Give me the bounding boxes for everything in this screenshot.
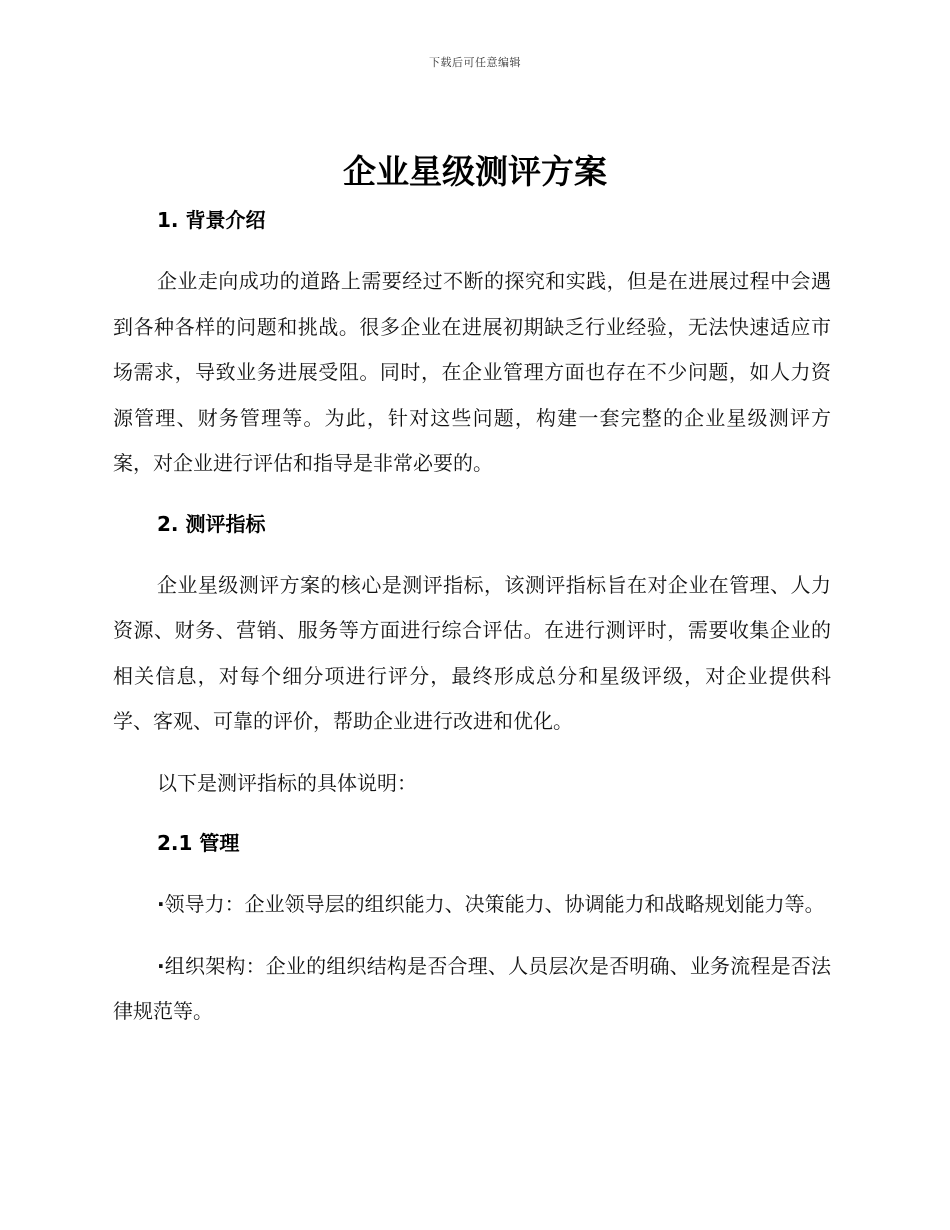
- page-header-note: 下载后可任意编辑: [429, 56, 521, 69]
- bullet-dot: ·: [157, 892, 165, 916]
- background-paragraph: 企业走向成功的道路上需要经过不断的探究和实践，但是在进展过程中会遇到各种各样的问题和挑战。很多企业在进展初期缺乏行业经验，无法快速适应市场需求，导致业务进展受阻。同时，在企业管理方面也存在不少问题，如人力资源管理、财务管理等。为此，针对这些问题，构建一套完整的企业星级测评方案，对企业进行评估和指导是非常必要的。: [113, 269, 831, 475]
- indicators-paragraph: 企业星级测评方案的核心是测评指标，该测评指标旨在对企业在管理、人力资源、财务、营销、服务等方面进行综合评估。在进行测评时，需要收集企业的相关信息，对每个细分项进行评分，最终形成总分和星级评级，对企业提供科学、客观、可靠的评价，帮助企业进行改进和优化。: [113, 572, 831, 733]
- section-heading-background: 1. 背景介绍: [157, 208, 266, 232]
- management-item-leadership-text: 领导力：企业领导层的组织能力、决策能力、协调能力和战略规划能力等。: [164, 892, 825, 916]
- section-heading-indicators: 2. 测评指标: [157, 511, 266, 536]
- indicators-intro: 以下是测评指标的具体说明：: [157, 770, 417, 795]
- document-body: [113, 203, 831, 1035]
- section-heading-management: 2.1 管理: [157, 831, 240, 855]
- management-item-structure: [113, 944, 831, 1035]
- management-item-structure-text: 组织架构：企业的组织结构是否合理、人员层次是否明确、业务流程是否法律规范等。: [113, 953, 831, 1023]
- bullet-dot: ·: [157, 953, 165, 978]
- management-item-leadership: [113, 882, 831, 928]
- document-title: 企业星级测评方案: [343, 152, 607, 191]
